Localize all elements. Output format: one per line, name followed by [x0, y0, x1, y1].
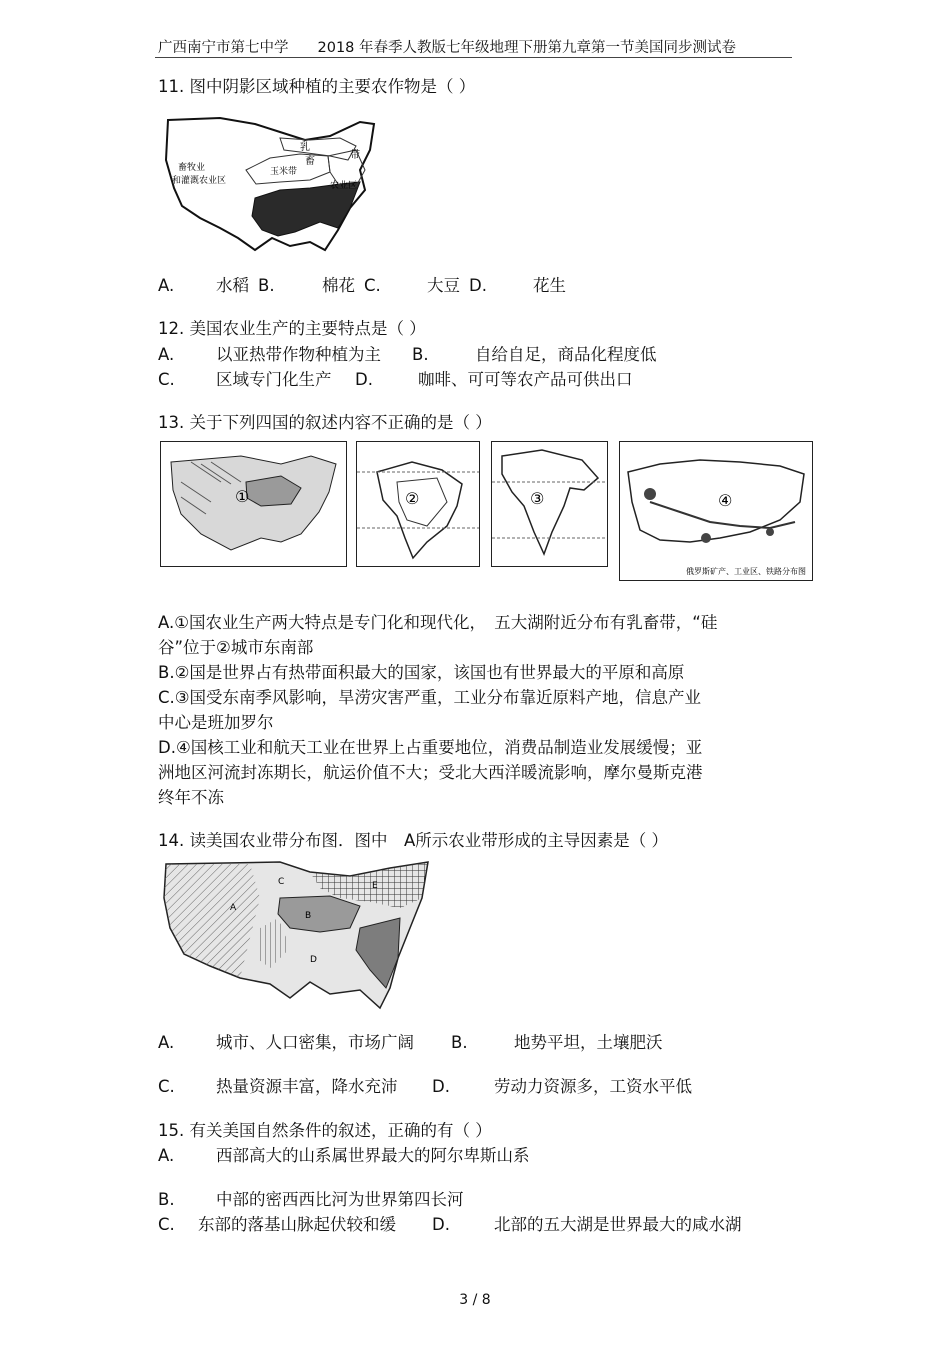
q13-option-c-line2: 中心是班加罗尔	[158, 713, 274, 732]
q14-option-a-text: 城市、人口密集，市场广阔	[216, 1033, 414, 1052]
q14-us-agriculture-belt-map	[160, 858, 432, 1018]
q13-option-c-line1: C.③国受东南季风影响，旱涝灾害严重，工业分布靠近原料产地，信息产业	[158, 688, 702, 707]
q14-stem: 14. 读美国农业带分布图．图中 A所示农业带形成的主导因素是（ ）	[158, 831, 669, 850]
q15-option-c-label: C.	[158, 1215, 175, 1234]
q14-option-d-text: 劳动力资源多，工资水平低	[494, 1077, 692, 1096]
q15-option-d-text: 北部的五大湖是世界最大的咸水湖	[494, 1215, 742, 1234]
header-divider	[155, 57, 792, 58]
map-label-dairy-2: 畜	[305, 156, 315, 167]
q15-option-b-text: 中部的密西西比河为世界第四长河	[216, 1190, 464, 1209]
map-label-corn-belt: 玉米带	[270, 167, 298, 177]
q11-option-d-text: 花生	[533, 276, 566, 295]
q13-option-d-line1: D.④国核工业和航天工业在世界上占重要地位，消费品制造业发展缓慢；亚	[158, 738, 703, 757]
q12-option-b-text: 自给自足，商品化程度低	[475, 345, 657, 364]
q15-option-c-text: 东部的落基山脉起伏较和缓	[198, 1215, 396, 1234]
q13-map-2-brazil	[356, 441, 480, 567]
q11-option-c-text: 大豆	[427, 276, 460, 295]
q11-us-agriculture-map	[160, 110, 382, 260]
map-3-mark: ③	[530, 489, 545, 508]
map-label-dairy-3: 带	[350, 150, 360, 161]
q14-map-label-c: C	[278, 877, 285, 887]
q12-option-c-label: C.	[158, 370, 175, 389]
q15-stem: 15. 有关美国自然条件的叙述，正确的有（ ）	[158, 1121, 492, 1140]
page-number: 3 / 8	[459, 1292, 491, 1308]
q14-option-d-label: D.	[432, 1077, 450, 1096]
map-2-mark: ②	[405, 489, 420, 508]
map-4-caption: 俄罗斯矿产、工业区、铁路分布图	[686, 567, 806, 576]
page-header: 广西南宁市第七中学 2018 年春季人教版七年级地理下册第九章第一节美国同步测试卷	[158, 40, 737, 56]
q11-option-b-label: B.	[258, 276, 275, 295]
q15-option-a-text: 西部高大的山系属世界最大的阿尔卑斯山系	[216, 1146, 530, 1165]
q14-map-label-a: A	[230, 903, 237, 913]
q11-option-c-label: C.	[364, 276, 381, 295]
map-label-livestock: 畜牧业	[178, 163, 206, 173]
map-label-dairy-1: 乳	[300, 142, 310, 153]
q11-option-a-label: A.	[158, 276, 175, 295]
q13-map-4-russia	[619, 441, 813, 581]
q14-option-b-text: 地势平坦，土壤肥沃	[514, 1033, 663, 1052]
map-label-agri-region: 农业区	[330, 181, 358, 191]
q11-stem: 11. 图中阴影区域种植的主要农作物是（ ）	[158, 77, 476, 96]
q13-map-3-india	[491, 441, 608, 567]
q13-map-1-usa	[160, 441, 347, 567]
q11-option-b-text: 棉花	[322, 276, 355, 295]
q12-option-b-label: B.	[412, 345, 429, 364]
q15-option-a-label: A.	[158, 1146, 175, 1165]
q13-option-b-line1: B.②国是世界占有热带面积最大的国家，该国也有世界最大的平原和高原	[158, 663, 685, 682]
map-4-mark: ④	[718, 491, 733, 510]
q12-option-c-text: 区域专门化生产	[216, 370, 332, 389]
q11-option-a-text: 水稻	[216, 276, 249, 295]
q14-option-c-text: 热量资源丰富，降水充沛	[216, 1077, 398, 1096]
q14-option-c-label: C.	[158, 1077, 175, 1096]
q13-option-a-line2: 谷”位于②城市东南部	[158, 638, 314, 657]
q13-stem: 13. 关于下列四国的叙述内容不正确的是（ ）	[158, 413, 492, 432]
q14-map-label-d: D	[310, 955, 317, 965]
q13-option-d-line2: 洲地区河流封冻期长，航运价值不大；受北大西洋暖流影响，摩尔曼斯克港	[158, 763, 703, 782]
q12-option-a-text: 以亚热带作物种植为主	[216, 345, 381, 364]
q12-option-a-label: A.	[158, 345, 175, 364]
q13-option-a-line1: A.①国农业生产两大特点是专门化和现代化， 五大湖附近分布有乳畜带，“硅	[158, 613, 718, 632]
q14-map-label-b: B	[305, 911, 312, 921]
map-1-mark: ①	[235, 487, 250, 506]
q13-option-d-line3: 终年不冻	[158, 788, 224, 807]
q12-stem: 12. 美国农业生产的主要特点是（ ）	[158, 319, 426, 338]
q14-option-a-label: A.	[158, 1033, 175, 1052]
q14-map-label-e: E	[372, 881, 378, 891]
q11-option-d-label: D.	[469, 276, 487, 295]
q15-option-d-label: D.	[432, 1215, 450, 1234]
map-label-irrigation: 和灌溉农业区	[172, 176, 227, 186]
q12-option-d-label: D.	[355, 370, 373, 389]
q14-option-b-label: B.	[451, 1033, 468, 1052]
q12-option-d-text: 咖啡、可可等农产品可供出口	[418, 370, 633, 389]
q15-option-b-label: B.	[158, 1190, 175, 1209]
